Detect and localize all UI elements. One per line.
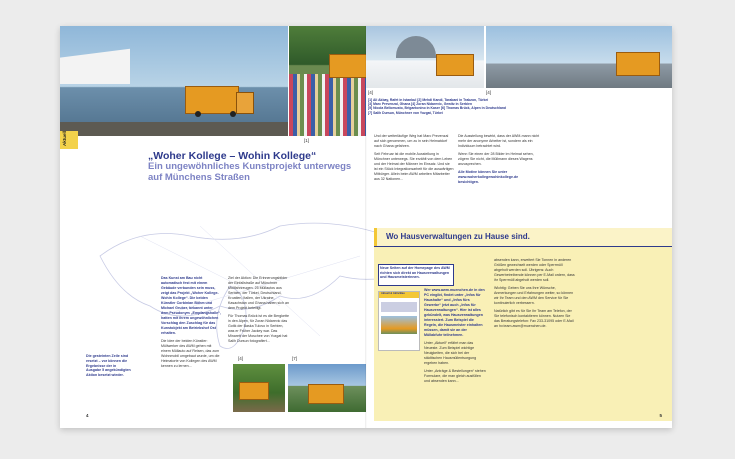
caption-number: [4]: [238, 356, 244, 361]
left-column-1: [161, 276, 221, 372]
mosque-dome: [396, 36, 436, 58]
truck-body: [616, 52, 660, 76]
body-paragraph: Ziel der Aktion: Die Erinnerungsbilder der Einfallstraße auf Münchner Müllfahrzeugen. 25 Müllautos aus Serbien, der Türkei, Deutschland, Kroatien, Italien, der Ukraine, Kasachstan und Ghana haben sich an dem Projekt beteiligt.: [228, 276, 289, 310]
caption-number: [1]: [304, 138, 310, 143]
thumbnail-photo: [381, 316, 417, 334]
crowd-photo: [289, 26, 366, 136]
caption-line: [3] Marc Prevenzal, Ghana [4] Zoran Nidarevic, Gewitz in Serbien: [368, 102, 473, 107]
body-paragraph: Die Ausstellung bewirkt, dass der AWM-mann nicht mehr der anonyme Arbeiter ist, sondern als ein Individuum betrachtet wird.: [458, 134, 540, 148]
thumbnail-block: [381, 302, 417, 312]
wheel: [230, 111, 236, 117]
snow-photo: [366, 26, 484, 88]
section-tab-label: Aktuell: [62, 130, 67, 146]
truck-body: [436, 54, 474, 76]
caption-number: [7]: [292, 356, 298, 361]
body-paragraph: Unter „Aktuell“ erfährt man das Neueste. Zum Beispiel wichtige Neuigkeiten, die sich bei der städtischen Hausmüllentsorgung ergeben haben.: [424, 341, 477, 365]
article-subtitle: Ein ungewöhnliches Kunstprojekt unterwegs auf Münchens Straßen: [148, 161, 352, 183]
caption-number: [4]: [486, 90, 492, 95]
info-box-rule: [374, 246, 672, 247]
body-paragraph: Unter „Anträge & Bestellungen“ stehen Formulare, die man gleich ausfüllen und absenden kann...: [424, 369, 486, 383]
body-paragraph: Wichtig: Geben Sie uns Ihre Wünsche, Anmerkungen und Erfahrungen weiter, so können wir Ihr Team und den AWM den Service für Sie kontinuierlich verbessern.: [494, 286, 574, 305]
harbor-photo: [60, 26, 288, 136]
caption-number: [4]: [368, 90, 374, 95]
section-tab: [60, 131, 78, 149]
truck-body: [239, 382, 269, 400]
port-photo: [486, 26, 672, 88]
truck-body: [308, 384, 344, 404]
photo-4: [233, 364, 285, 412]
body-paragraph: Die Idee der beiden Künstler: Müllwerker des AWM gehen mit einem Müllauto auf Reisen, das zum Wohnmobil umgebaut wurde, um die Heimatorte von Kollegen des AWM kennen zu lernen...: [161, 339, 220, 368]
truck-body: [185, 86, 239, 114]
body-paragraph: Und der weiterläufige Weg hat Marc Prevenzal auf sich genommen, um zu in sein Heimatdorf nach Ghana gefahren.: [374, 134, 449, 148]
left-column-2: [228, 276, 290, 347]
website-screenshot-thumbnail: [378, 291, 420, 351]
quay: [60, 122, 288, 136]
right-page: [366, 26, 672, 428]
box-column-2: [494, 258, 576, 332]
truck-cab: [236, 92, 254, 114]
body-paragraph: Wenn Sie einen der 28 Bilder im Heimat sehen, zögern Sie nicht, die Müllmann dieses Wagens anzusprechen.: [458, 152, 534, 166]
box-column-1: [424, 288, 486, 387]
info-box-title: Wo Hausverwaltungen zu Hause sind.: [386, 232, 530, 241]
page-number: 5: [659, 413, 662, 418]
caption-line: [5] Nicola Bellomusto, Brigantonino in Kaser [6] Thomas Brück, Alpen in Deutschland: [368, 106, 506, 111]
caption-line: [1] Ali Akbay, Rafet in Istanbul [2] Mehdi Kandi, Tarabani in Trabzon, Türkei: [368, 98, 489, 102]
caption-line: [7] Salih Dursun, Münchner von Yozgat, Türkei: [368, 110, 443, 115]
ship-shape: [60, 40, 130, 84]
thumbnail-label: Aktuell & Aktiv/Bau: [381, 292, 405, 295]
page-number: 4: [86, 413, 89, 418]
crowd-pattern: [289, 74, 366, 136]
body-paragraph: absenden kann, erweitert Sie Tonnen in anderen Größen gewechselt werden oder Sperrmüll abgeholt werden soll. Übrigens: Auch Gewerbetreibende können per E-Mail ordern, dass ihr Sperrmüll abgeholt werden soll.: [494, 258, 575, 282]
body-paragraph: Natürlich gibt es für Sie Ihr Team am Telefon, der Sie telefonisch kontaktieren können. Nutzen Sie das Beratungstelefon: Fax 233-31095 oder E-Mail an hv.team.awm@muenchen.de.: [494, 309, 574, 328]
box-lead-paragraph: Wer www.awm.muenchen.de in den PC eingibt, findet unter „Infos für Haushalte“ und „Infos fürs Gewerbe“ jetzt auch „Infos für Hausverwaltungen“. Hier ist alles gebündelt, was Hausverwaltungen interessiert. Zum Beispiel die Regeln, die Hausmeister einhalten müssen, damit sie an der Müllabfuhr teilnehmen.: [424, 288, 485, 337]
body-paragraph: Für Thomas Brück ist es die Bergkette in den Alpen, für Zoran Nidarevic das Gotik der Baska Tulovo in Serbien, was er Früher Jackey war. Das Minarett der Moschee von Yozgat hat Salih Dursun fotografiert...: [228, 314, 290, 343]
body-paragraph: Seit Februar ist die mobile Ausstellung in Münchner unterwegs. Sie erzählt von dem Leben und der Heimat der Männer im Einsatz. Und sie ist ein Stück Integrationsarbeit für die auswärtigen Mitbürger. Allein beim AWM arbeiten Mitarbeiter aus 32 Nationen...: [374, 152, 454, 181]
side-note: Die gesteinten Zeile sind ersetzt – vor können die Ergebnisse der in Ausgabe 5 angekündigten Aktion besetzt wieder.: [86, 354, 131, 378]
right-column-1: [374, 134, 454, 185]
website-note: Alle Motive können Sie unter www.woherkollegewohinkollege.de besichtigen.: [458, 170, 519, 184]
article-headline: [148, 151, 358, 183]
photo-captions: [368, 98, 508, 115]
magazine-spread: [60, 26, 672, 428]
lead-paragraph: Das Kunst am Bau nicht automatisch fest mit einem Gebäude verbunden sein muss, zeigt das Projekt „Woher Kollege- Wohin Kollege“. Die beiden Künstler Corbinian Böhm und Michael Gruber, bekannt unter dem Pseudonym „Empfangshalle“, hatten mit ihrem ungewöhnlichen Vorschlag den Zuschlag für das Kunstobjekt am Betriebshof Ost erhalten.: [161, 276, 221, 335]
article-title: „Woher Kollege – Wohin Kollege“: [148, 150, 317, 162]
left-page: [60, 26, 366, 428]
right-column-2: [458, 134, 540, 188]
info-box-inset: Neue Seiten auf der Homepage des AWM richten sich direkt an Hausverwaltungen und Hausmeisterinnen.: [378, 264, 454, 286]
truck-body: [329, 54, 366, 78]
wheel: [195, 111, 201, 117]
photo-7: [288, 364, 366, 412]
